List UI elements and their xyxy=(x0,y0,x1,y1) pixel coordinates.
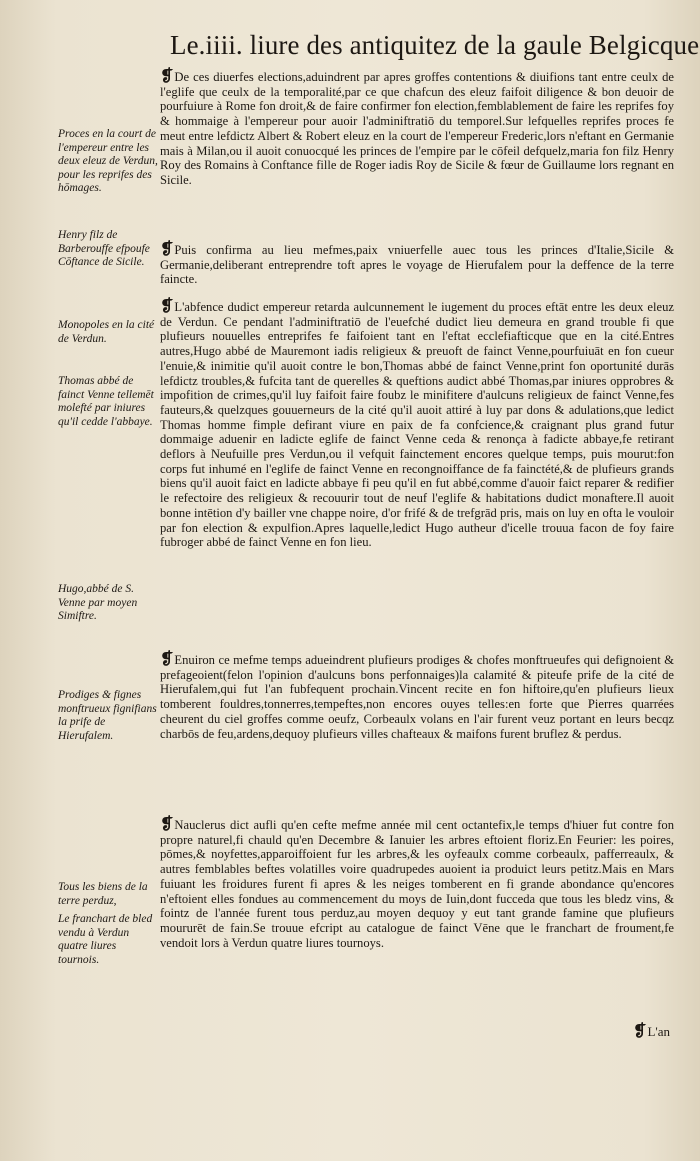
margin-note-monopoles: Monopoles en la cité de Verdun. xyxy=(58,319,155,345)
margin-note-henry: Henry filz de Barberouffe efpoufe Cōftance de Sicile. xyxy=(58,229,150,269)
paragraph-text: L'abfence dudict empereur retarda aulcunnement le iugement du proces eftāt entre les deux eleuz de Verdun. Ce pendant l'adminiftratiō de l'euefché dudict lieu demeura en grand trouble fi que plufieurs nouuelles entreprifes fe faifoient tant en l'eftat ecclefiafticque que en la cité.Entres autres,Hugo abbé de Mauremont iadis religieux & preuoft de fainct Venne,pourfuiuāt en fon cueur l'enuie,& inimitie qu'il auoit contre le bon,Thomas abbé de fainct Venne,print fon oportunité durās lefdictz troubles,& fufcita tant de querelles & queftions audict abbé Thomas,par iniures opprobres & impofition de crimes,qu'il luy faifoit faire foubz le minifitere d'aulcuns religieux de fainct Venne,fes fauteurs,& quelzques gouuerneurs de la cité qu'il auoit attiré à luy par dons & adulations,que ledict Thomas homme fimple defirant viure en paix de fa confcience,& craignant plus grand futur dommaige aduenir en ladicte eglife de fainct Venne ceda & renonça à fadicte abbaye,fe retirant deflors à Neufuille pres Verdun,ou il vefquit fainctement encores quelque temps, puis mourut:fon corps fut inhumé en l'eglife de fainct Venne en recongnoiffance de fa fainctété,& de plufieurs grands biens qu'il auoit faict en ladicte abbaye fi peu qu'il en fut abbé,comme d'auoir faict reparer & redifier le refectoire des religieux & recouurir tout de neuf l'eglife & habitations dudict monaftere.Il auoit bonne intētion d'y bailler vne chappe noire, d'or frifé & de trefgrād pris, mais on luy en ofta le vouloir par fon election & expulfion.Apres laquelle,ledict Hugo autheur d'icelle trouua facon de foy faire fubroger abbé de fainct Venne en fon lieu. xyxy=(160,300,674,550)
paragraph-text: Nauclerus dict aufli qu'en cefte mefme année mil cent octantefix,le temps d'hiuer fut contre fon propre naturel,fi chauld qu'en Decembre & Ianuier les arbres eftoient floriz.En Feurier: les poires, pōmes,& noyfettes,apparoiffoient fur les arbres,& les oyfeaulx comme corbeaulx, pafferreaulx, & autres femblables beftes volatilles voire quadrupedes auoient ia produict leurs petitz.Mais en Mars fuiuant les froidures furent fi apres & les neiges tomberent en fi grande abondance qu'encores n'eftoient elles fondues au commencement du moys de Iuin,dont fucceda que tous les bledz vins, & fointz de l'année furent tous perduz,au moyen dequoy y eut tant grande famine que plufieurs moururēt de fain.Se trouue efcript au catalogue de fainct Vēne que le franchart de froument,fe vendoit lors à Verdun quatre liures tournoys. xyxy=(160,818,674,950)
pilcrow-icon: ❡ xyxy=(160,241,174,258)
catchword xyxy=(633,1021,670,1041)
paragraph-text: Enuiron ce mefme temps adueindrent plufieurs prodiges & chofes monftrueufes qui defignoient & prefageoient(felon l'opinion d'aulcuns bons perfonnaiges)la calamité & piteufe prife de la cité de Hierufalem,qui fut l'an fubfequent prochain.Vincent recite en fon hiftoire,qu'en plufieurs lieux tomberent fouldres,tonnerres,tempeftes,non encores ouyes telles:en forte que Pierres quarrées cheurent du ciel groffes comme oeufz, Corbeaulx volans en l'air furent veuz portant en leurs becqz charbōs de feu,ardens,dequoy plufieurs villes chafteaux & maifons furent bruflez & perdus. xyxy=(160,653,674,741)
paragraph-nauclerus xyxy=(160,818,674,950)
margin-note-biens: Tous les biens de la terre perduz, xyxy=(58,881,148,907)
paragraph-elections xyxy=(160,70,674,188)
paragraph-text: Puis confirma au lieu mefmes,paix vniuerfelle auec tous les princes d'Italie,Sicile & Germanie,deliberant entreprendre toft apres le voyage de Hierufalem pour la deffence de la terre faincte. xyxy=(160,243,674,287)
running-header: Le.iiii. liure des antiquitez de la gaule Belgicque xyxy=(170,30,700,60)
paragraph-text: De ces diuerfes elections,aduindrent par apres groffes contentions & diuifions tant entre ceulx de l'eglife que ceulx de la temporalité,par ce que chafcun des eleuz faifoit diligence & bon deuoir de pourfuiure à Rome fon droit,& de faire confirmer fon election,femblablement de faire les reprifes foy & hommaige à l'empereur pour auoir l'adminiftratiō du temporel.Sur lefquelles reprifes proces fe meut entre lefdictz Albert & Robert eleuz en la court de l'empereur Frederic,lors n'eftant en Germanie mais à Milan,ou il auoit conuocqué les princes de l'empire par le cōfeil defquelz,maria fon filz Henry Roy des Romains à Conftance fille de Roger iadis Roy de Sicile & fœur de Guillaume lors regnant en Sicile. xyxy=(160,70,674,187)
pilcrow-icon: ❡ xyxy=(160,68,174,85)
pilcrow-icon: ❡ xyxy=(160,651,174,668)
margin-note-thomas: Thomas abbé de fainct Venne tellemēt molefté par iniures qu'il cedde l'abbaye. xyxy=(58,375,154,428)
margin-note-hugo: Hugo,abbé de S. Venne par moyen Simiftre. xyxy=(58,583,138,623)
paragraph-absence xyxy=(160,300,674,550)
margin-note-franchart: Le franchart de bled vendu à Verdun quatre liures tournois. xyxy=(58,913,153,966)
paragraph-peace xyxy=(160,243,674,287)
catchword-text: L'an xyxy=(647,1024,670,1039)
paragraph-prodigies xyxy=(160,653,674,741)
margin-note-prodiges: Prodiges & fignes monftrueux fignifians la prife de Hierufalem. xyxy=(58,689,157,742)
pilcrow-icon: ❡ xyxy=(160,816,174,833)
pilcrow-icon: ❡ xyxy=(633,1023,647,1040)
margin-note-proces: Proces en la court de l'empereur entre les deux eleuz de Verdun, pour les reprifes des hōmages. xyxy=(58,128,158,195)
pilcrow-icon: ❡ xyxy=(160,298,174,315)
